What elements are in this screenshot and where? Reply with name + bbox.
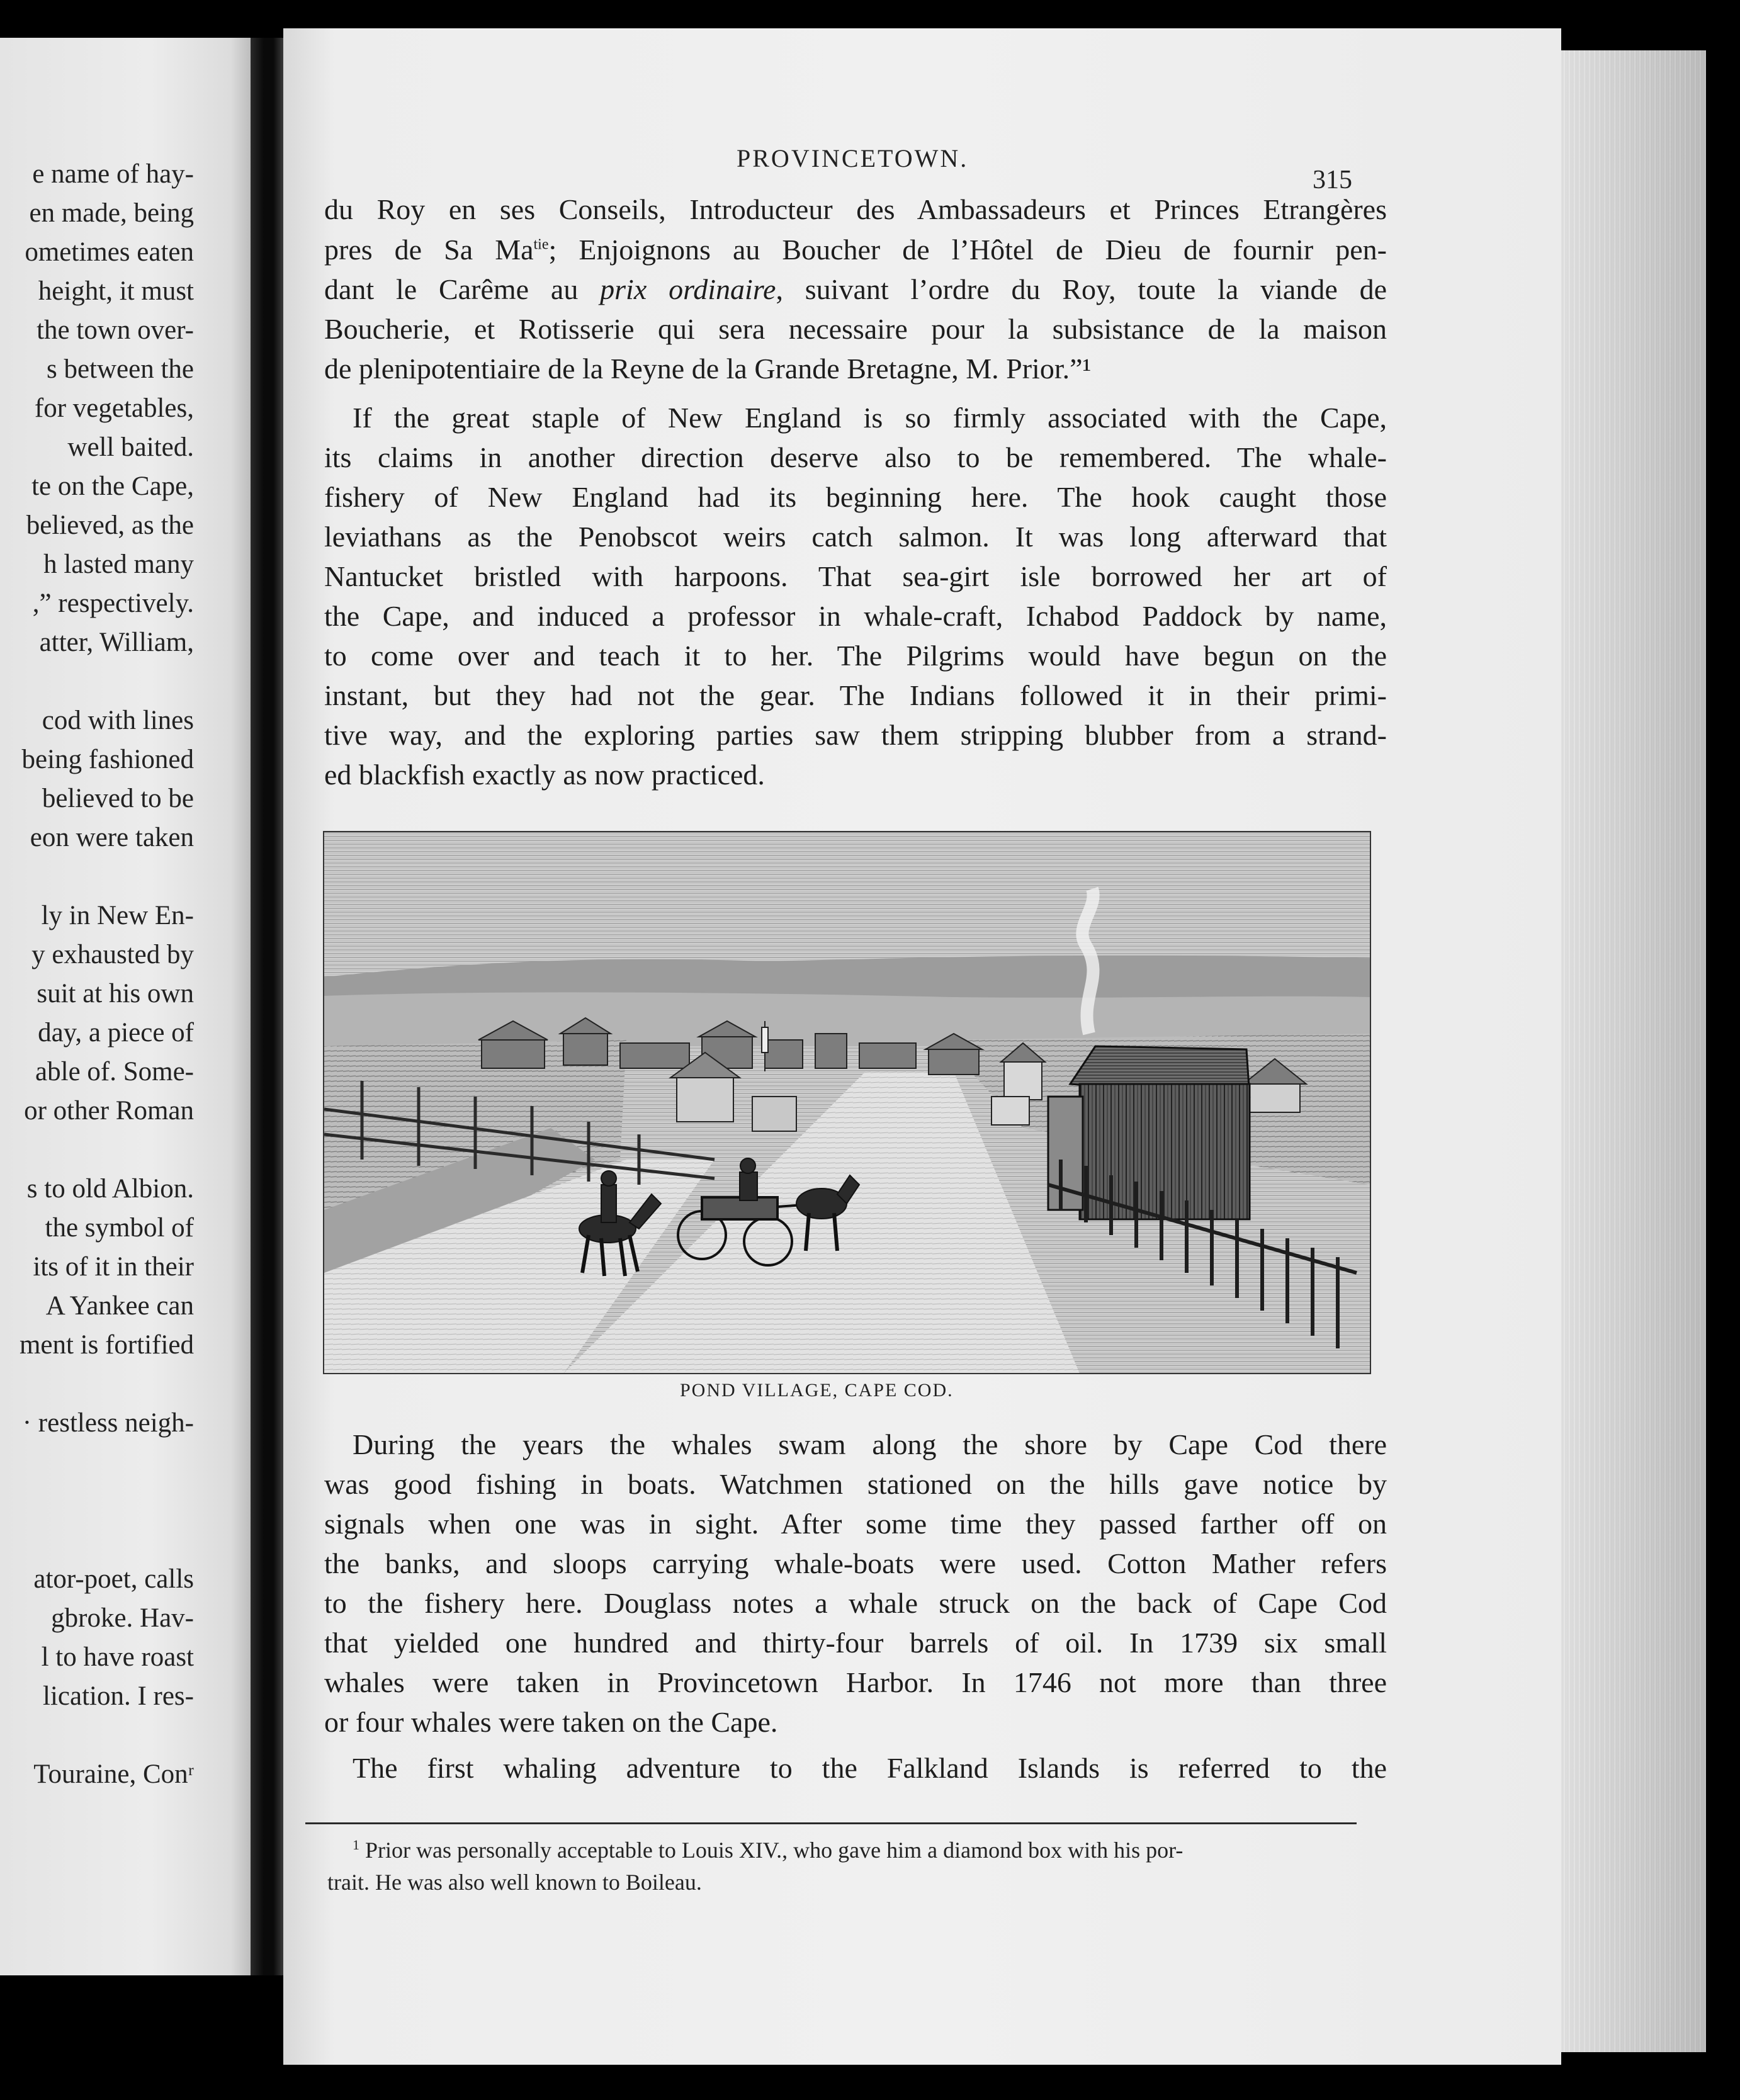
previous-page-line: believed, as the bbox=[26, 511, 194, 540]
text-line: dant le Carême au prix ordinaire, suivant l’ordre du Roy, toute la viande de bbox=[324, 273, 1387, 305]
previous-page-line: h lasted many bbox=[43, 550, 194, 579]
previous-page-line: s between the bbox=[46, 354, 194, 384]
text-line: Nantucket bristled with harpoons. That sea-girt isle borrowed her art of bbox=[324, 560, 1387, 592]
previous-page-line: being fashioned bbox=[21, 745, 194, 774]
previous-page-line: ometimes eaten bbox=[25, 237, 194, 267]
text-line: signals when one was in sight. After some time they passed farther off on bbox=[324, 1508, 1387, 1540]
text-line: that yielded one hundred and thirty-four barrels of oil. In 1739 six small bbox=[324, 1627, 1387, 1659]
text-line: its claims in another direction deserve also to be remembered. The whale- bbox=[324, 441, 1387, 473]
text-line: tive way, and the exploring parties saw them stripping blubber from a strand- bbox=[324, 719, 1387, 751]
text-line: the Cape, and induced a professor in whale-craft, Ichabod Paddock by name, bbox=[324, 600, 1387, 632]
previous-page bbox=[0, 38, 251, 1975]
running-head: PROVINCETOWN. bbox=[737, 144, 969, 172]
text-line: leviathans as the Penobscot weirs catch salmon. It was long afterward that bbox=[324, 521, 1387, 553]
previous-page-line: ator-poet, calls bbox=[33, 1564, 194, 1594]
previous-page-line: lication. I res- bbox=[43, 1681, 194, 1711]
text-line: or four whales were taken on the Cape. bbox=[324, 1706, 778, 1738]
text-line: The first whaling adventure to the Falkland Islands is referred to the bbox=[353, 1752, 1387, 1784]
text-line: instant, but they had not the gear. The Indians followed it in their primi- bbox=[324, 679, 1387, 711]
text-line: the banks, and sloops carrying whale-boats were used. Cotton Mather refers bbox=[324, 1547, 1387, 1579]
text-line: pres de Sa $Ma^{tie}$; Enjoignons au Boucher de l’Hôtel de Dieu de fournir pen- bbox=[324, 234, 1387, 266]
previous-page-line: the town over- bbox=[37, 315, 194, 345]
previous-page-line: A Yankee can bbox=[45, 1291, 194, 1321]
previous-page-line: ly in New En- bbox=[41, 901, 194, 930]
previous-page-line: s to old Albion. bbox=[26, 1174, 194, 1204]
footnote-rule bbox=[305, 1822, 1357, 1824]
illustration-caption: POND VILLAGE, CAPE COD. bbox=[680, 1380, 954, 1401]
previous-page-line: Touraine, Conʳ bbox=[33, 1759, 194, 1789]
previous-page-line: the symbol of bbox=[45, 1213, 194, 1243]
previous-page-line: cod with lines bbox=[42, 706, 194, 735]
previous-page-line: te on the Cape, bbox=[31, 471, 194, 501]
previous-page-line: well baited. bbox=[67, 432, 194, 462]
previous-page-line: atter, William, bbox=[39, 628, 194, 657]
previous-page-line: en made, being bbox=[29, 198, 194, 228]
text-line: Boucherie, et Rotisserie qui sera necessaire pour la subsistance de la maison bbox=[324, 313, 1387, 345]
previous-page-line: eon were taken bbox=[30, 823, 194, 852]
previous-page-line: ,” respectively. bbox=[32, 589, 194, 618]
text-line: ed blackfish exactly as now practiced. bbox=[324, 759, 765, 791]
previous-page-line: for vegetables, bbox=[34, 393, 194, 423]
text-line: to the fishery here. Douglass notes a whale struck on the back of Cape Cod bbox=[324, 1587, 1387, 1619]
text-line: du Roy en ses Conseils, Introducteur des Ambassadeurs et Princes Etrangères bbox=[324, 193, 1387, 225]
previous-page-line: · restless neigh- bbox=[22, 1408, 194, 1438]
previous-page-line: ment is fortified bbox=[19, 1330, 194, 1360]
previous-page-line: believed to be bbox=[42, 784, 194, 813]
text-line: de plenipotentiaire de la Reyne de la Grande Bretagne, M. Prior.”¹ bbox=[324, 353, 1092, 385]
previous-page-line: e name of hay- bbox=[32, 159, 194, 189]
book-gutter bbox=[251, 38, 283, 1975]
previous-page-line: height, it must bbox=[38, 276, 194, 306]
page-number: 315 bbox=[1313, 166, 1352, 195]
text-line: fishery of New England had its beginning here. The hook caught those bbox=[324, 481, 1387, 513]
previous-page-line: able of. Some- bbox=[35, 1057, 194, 1087]
text-line: During the years the whales swam along the shore by Cape Cod there bbox=[353, 1428, 1387, 1460]
text-line: to come over and teach it to her. The Pilgrims would have begun on the bbox=[324, 640, 1387, 672]
previous-page-line: gbroke. Hav- bbox=[51, 1603, 194, 1633]
text-line: whales were taken in Provincetown Harbor. In 1746 not more than three bbox=[324, 1666, 1387, 1698]
engraving-pond-village bbox=[323, 831, 1371, 1374]
previous-page-line: day, a piece of bbox=[38, 1018, 194, 1047]
text-line: If the great staple of New England is so firmly associated with the Cape, bbox=[353, 402, 1387, 434]
previous-page-line: y exhausted by bbox=[31, 940, 194, 969]
previous-page-line: suit at his own bbox=[37, 979, 194, 1008]
text-line: was good fishing in boats. Watchmen stationed on the hills gave notice by bbox=[324, 1468, 1387, 1500]
footnote-continued: trait. He was also well known to Boileau. bbox=[327, 1870, 702, 1895]
previous-page-line: its of it in their bbox=[33, 1252, 194, 1282]
footnote: $^1$ Prior was personally acceptable to Louis XIV., who gave him a diamond box with his por- bbox=[353, 1837, 1184, 1863]
previous-page-line: l to have roast bbox=[41, 1642, 194, 1672]
previous-page-line: or other Roman bbox=[24, 1096, 194, 1126]
